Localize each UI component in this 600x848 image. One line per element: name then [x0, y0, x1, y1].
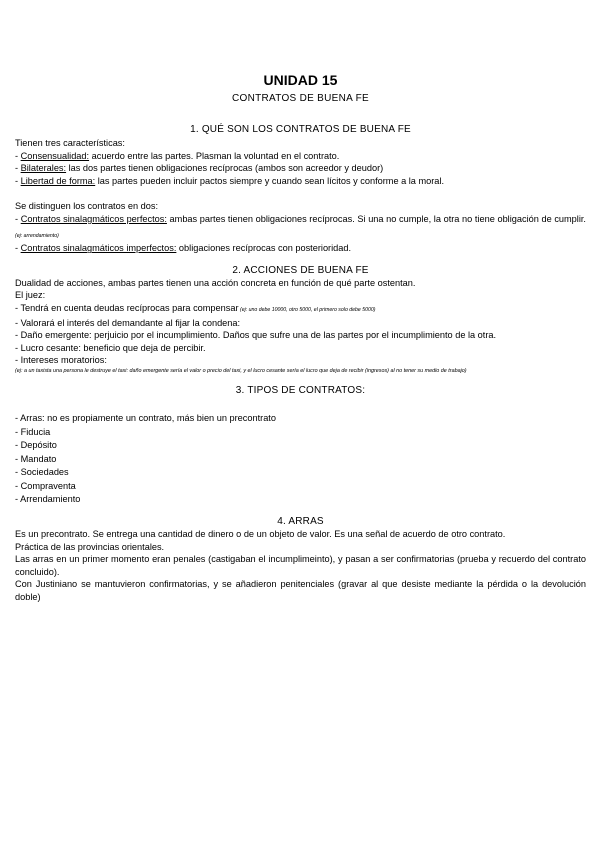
section4-heading: 4. ARRAS	[277, 516, 324, 528]
list-item: - Arras: no es propiamente un contrato, más bien un precontrato	[15, 412, 276, 423]
list-item: - Arrendamiento	[15, 494, 81, 505]
section2-note: (ej: a un taxista una persona le destruye el taxi: daño emergente sería el valor o precio del taxi, y el lucro cesante sería el lucro que deja de recibir (ingresos) al no tener su medio de trabajo)	[15, 367, 467, 374]
list-item: - Lucro cesante: beneficio que deja de percibir.	[15, 342, 206, 353]
section2-line2: El juez:	[15, 290, 46, 301]
list-item: - Contratos sinalagmáticos imperfectos: obligaciones recíprocas con posterioridad.	[15, 243, 352, 254]
section2-line1: Dualidad de acciones, ambas partes tienen una acción concreta en función de qué parte ostentan.	[15, 277, 416, 288]
unit-subtitle: CONTRATOS DE BUENA FE	[231, 93, 370, 104]
section1-intro2: Se distinguen los contratos en dos:	[15, 201, 159, 212]
section4-p3: Las arras en un primer momento eran penales (castigaban el incumplimeinto), y pasan a ser confirmatorias (prueba y recuerdo del contrato concluido).	[15, 554, 586, 577]
section2-heading: 2. ACCIONES DE BUENA FE	[232, 264, 369, 276]
list-item: - Libertad de forma: las partes pueden incluir pactos siempre y cuando sean lícitos y conforme a la moral.	[15, 175, 444, 186]
list-item: - Depósito	[15, 440, 57, 451]
section4-p4: Con Justiniano se mantuvieron confirmatorias, y se añadieron penitenciales (gravar al que desiste mediante la pérdida o la devolución doble)	[15, 579, 586, 603]
unit-title: UNIDAD 15	[263, 72, 338, 88]
list-item: - Fiducia	[15, 426, 51, 437]
document-page	[15, 0, 586, 604]
section4-p1: Es un precontrato. Se entrega una cantidad de dinero o de un objeto de valor. Es una señal de acuerdo de otro contrato.	[15, 529, 506, 540]
list-item: - Contratos sinalagmáticos perfectos: ambas partes tienen obligaciones recíprocas. Si una no cumple, la otra no tiene obligación de cumplir. (ej: arrendamiento)	[15, 213, 586, 239]
list-item: - Intereses moratorios:	[15, 355, 107, 366]
section3-heading: 3. TIPOS DE CONTRATOS:	[235, 384, 366, 396]
section1-intro: Tienen tres características:	[15, 138, 125, 148]
list-item: - Daño emergente: perjuicio por el incumplimiento. Daños que sufre una de las partes por el incumplimiento de la otra.	[15, 330, 497, 341]
list-item: - Consensualidad: acuerdo entre las partes. Plasman la voluntad en el contrato.	[15, 150, 340, 161]
list-item: - Compraventa	[15, 480, 76, 491]
list-item: - Mandato	[15, 453, 57, 464]
section1-heading: 1. QUÉ SON LOS CONTRATOS DE BUENA FE	[190, 124, 411, 135]
list-item: - Bilaterales: las dos partes tienen obligaciones recíprocas (ambos son acreedor y deudor)	[15, 163, 384, 174]
list-item: - Tendrá en cuenta deudas recíprocas para compensar (ej: uno debe 10000, otro 5000, el primero solo debe 5000)	[15, 302, 376, 313]
section4-p2: Práctica de las provincias orientales.	[15, 541, 165, 552]
list-item: - Sociedades	[15, 467, 69, 478]
list-item: - Valorará el interés del demandante al fijar la condena:	[15, 317, 241, 328]
